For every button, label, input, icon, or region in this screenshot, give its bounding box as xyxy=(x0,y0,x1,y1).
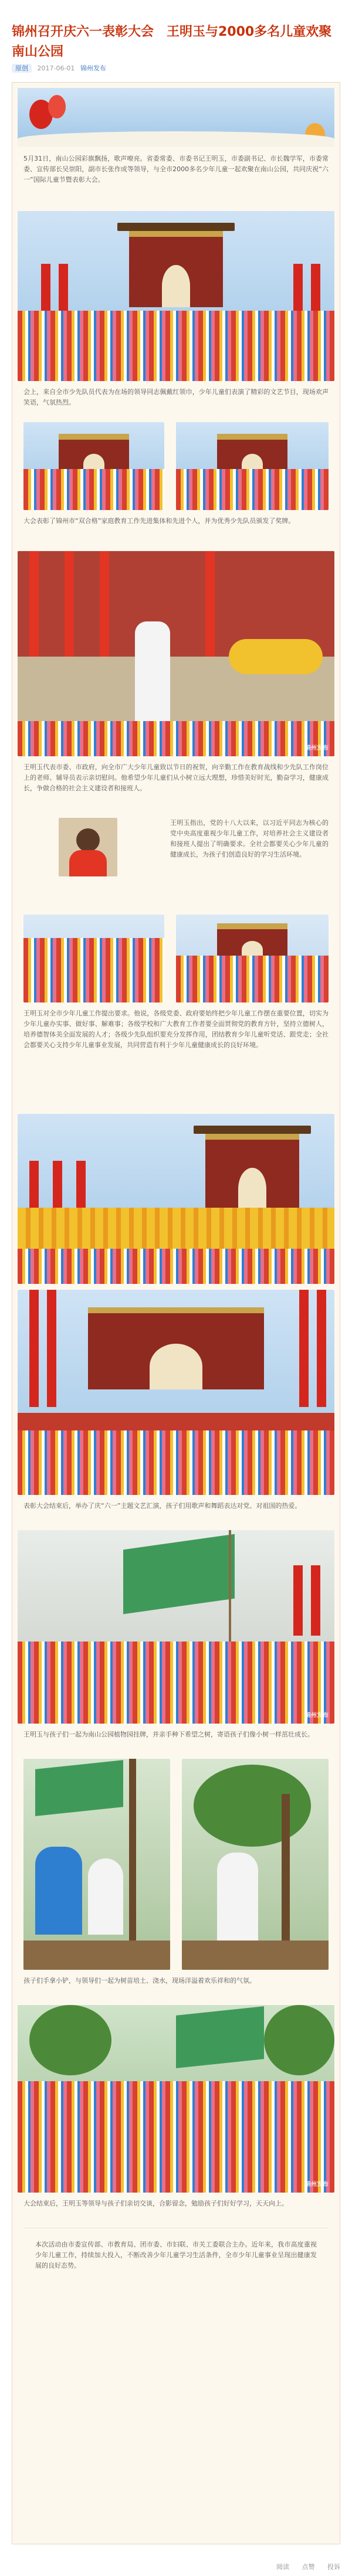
article-meta xyxy=(12,63,106,73)
report-link[interactable]: 投诉 xyxy=(327,2563,340,2571)
source-link[interactable]: 锦州发布 xyxy=(80,64,106,72)
caption-3: 王明玉代表市委、市政府，向全市广大少年儿童致以节日的祝贺，向辛勤工作在教育战线和少先队工作岗位上的老师、辅导员表示亲切慰问。他希望少年儿童们从小树立远大理想，珍惜美好时光，勤奋学习，健康成长，争做合格的社会主义建设者和接班人。 xyxy=(23,763,329,792)
photo-children-right xyxy=(176,915,329,1002)
paragraph-4: 本次活动由市委宣传部、市教育局、团市委、市妇联、市关工委联合主办。近年来，我市高度重视少年儿童工作，持续加大投入，不断改善少年儿童学习生活条件，全市少年儿童事业呈现出健康发展的良好态势。 xyxy=(35,2241,317,2269)
photo-portrait xyxy=(59,818,117,876)
source-tag: 原创 xyxy=(12,64,32,73)
photo-sunflower-crowd xyxy=(18,1114,334,1284)
photo-performance xyxy=(18,1290,334,1495)
photo-children-left xyxy=(23,915,164,1002)
photo-stage-right xyxy=(176,422,329,510)
photo-speaker xyxy=(18,551,334,756)
balloon-icon xyxy=(48,95,66,118)
watermark: 锦州发布 xyxy=(305,1712,329,1719)
caption-5: 王明玉与孩子们一起为南山公园植物园挂牌，并亲手种下希望之树，寄语孩子们像小树一样茁壮成长。 xyxy=(23,1731,314,1738)
photo-group xyxy=(18,2005,334,2193)
gate xyxy=(129,231,223,307)
photo-tree-planting-right xyxy=(182,1759,329,1970)
caption-6: 孩子们手拿小铲，与领导们一起为树苗培土、浇水，现场洋溢着欢乐祥和的气氛。 xyxy=(23,1977,256,1984)
caption-7: 大会结束后，王明玉等领导与孩子们亲切交谈，合影留念，勉励孩子们好好学习，天天向上。 xyxy=(23,2200,288,2207)
watermark: 锦州发布 xyxy=(305,745,329,752)
photo-tree-planting-left xyxy=(23,1759,170,1970)
paragraph-1: 5月31日，南山公园彩旗飘扬，歌声嘹亮。省委常委、市委书记王明玉，市委副书记、市长魏学军，市委常委、宣传部长吴崇阳，副市长张作成等领导，与全市2000多名少年儿童一起欢聚在南山公园，共同庆祝“六一”国际儿童节暨表彰大会。 xyxy=(23,155,329,183)
caption-1: 会上，来自全市少先队员代表为在场的领导同志佩戴红领巾，少年儿童们表演了精彩的文艺节目，现场欢声笑语，气氛热烈。 xyxy=(23,388,329,406)
caption-2: 大会表彰了锦州市“双合格”家庭教育工作先进集体和先进个人，并为优秀少先队员颁发了奖牌。 xyxy=(23,517,295,525)
paragraph-2: 王明玉指出，党的十八大以来，以习近平同志为核心的党中央高度重视少年儿童工作，对培养社会主义建设者和接班人提出了明确要求。全社会都要关心少年儿童的健康成长，为孩子们创造良好的学习生活环境。 xyxy=(170,819,329,858)
article-title: 锦州召开庆六一表彰大会 王明玉与2000多名儿童欢聚南山公园 xyxy=(12,25,332,59)
read-count: 阅读 xyxy=(276,2563,289,2571)
article-footer xyxy=(266,2562,340,2571)
photo-flag-parade xyxy=(18,1530,334,1724)
gate-roof xyxy=(117,223,235,231)
like-button[interactable]: 点赞 xyxy=(302,2563,315,2571)
caption-4: 表彰大会结束后，举办了庆“六一”主题文艺汇演，孩子们用歌声和舞蹈表达对党、对祖国的热爱。 xyxy=(23,1502,302,1510)
header-banner xyxy=(18,88,334,147)
paragraph-3: 王明玉对全市少年儿童工作提出要求。他说，各级党委、政府要始终把少年儿童工作摆在重要位置，切实为少年儿童办实事、做好事、解难事；各级学校和广大教育工作者要全面贯彻党的教育方针，坚持立德树人，培养德智体美全面发展的人才；各级少先队组织要充分发挥作用，团结教育少年儿童听党话、跟党走；全社会都要关心支持少年儿童事业发展，共同营造有利于少年儿童健康成长的良好环境。 xyxy=(23,1010,329,1049)
photo-stage-left xyxy=(23,422,164,510)
photo-ceremony-gate xyxy=(18,211,334,381)
publish-date: 2017-06-01 xyxy=(37,64,75,72)
watermark: 锦州发布 xyxy=(305,2181,329,2188)
